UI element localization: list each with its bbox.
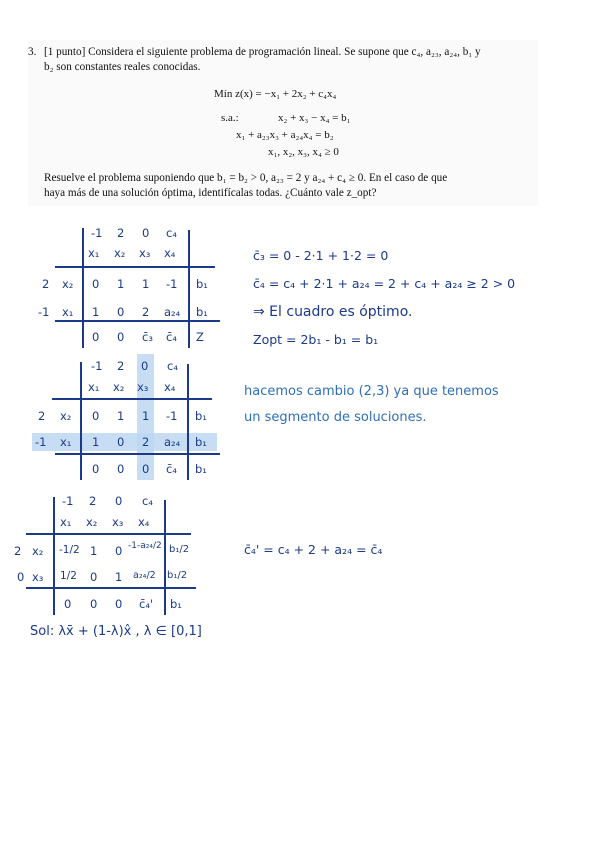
note-c3: c̄₃ = 0 - 2·1 + 1·2 = 0 bbox=[253, 248, 389, 263]
problem-line-4: haya más de una solución óptima, identifícalas todas. ¿Cuánto vale z_opt? bbox=[44, 187, 377, 199]
row1-var: x₂ bbox=[32, 544, 44, 558]
row2-v1: 1 bbox=[92, 435, 100, 449]
header-x4: x₄ bbox=[164, 246, 176, 260]
cost-3: 0 bbox=[142, 226, 150, 240]
row2-rhs: b₁/2 bbox=[167, 570, 188, 581]
cost-1: -1 bbox=[91, 226, 103, 240]
row2-v4: a₂₄/2 bbox=[133, 570, 156, 581]
row1-v1: -1/2 bbox=[59, 544, 80, 556]
row1-v2: 1 bbox=[117, 409, 125, 423]
row1-v4: -1 bbox=[166, 409, 178, 423]
solution-line: Sol: λx̄ + (1-λ)x̂ , λ ∈ [0,1] bbox=[30, 624, 202, 639]
row2-v3: 2 bbox=[142, 305, 150, 319]
problem-number: 3. bbox=[28, 46, 37, 58]
cost-3: 0 bbox=[141, 359, 149, 373]
tableau-2-hline-bottom bbox=[55, 453, 220, 455]
row2-v3: 1 bbox=[115, 570, 123, 584]
row1-cb: 2 bbox=[42, 277, 50, 291]
cost-4: c₄ bbox=[166, 226, 177, 240]
row2-v4: a₂₄ bbox=[164, 305, 181, 319]
header-x3: x₃ bbox=[112, 515, 124, 529]
row2-cb: -1 bbox=[38, 305, 50, 319]
tableau-1-hline-bottom bbox=[55, 320, 220, 322]
row2-v3: 2 bbox=[142, 435, 150, 449]
row2-var: x₁ bbox=[62, 305, 74, 319]
reduced-4: c̄₄' bbox=[139, 597, 154, 611]
row2-var: x₁ bbox=[60, 435, 72, 449]
cost-1: -1 bbox=[62, 494, 74, 508]
reduced-1: 0 bbox=[92, 462, 100, 476]
row1-v1: 0 bbox=[92, 409, 100, 423]
header-x2: x₂ bbox=[113, 380, 125, 394]
reduced-2: 0 bbox=[90, 597, 98, 611]
cost-4: c₄ bbox=[142, 494, 153, 508]
tableau-1-vline-right bbox=[188, 230, 190, 348]
constraint-3: x₁, x₂, x₃, x₄ ≥ 0 bbox=[268, 146, 339, 158]
row1-v3: 0 bbox=[115, 544, 123, 558]
row2-v1: 1 bbox=[92, 305, 100, 319]
row1-var: x₂ bbox=[62, 277, 74, 291]
tableau-2-vline-right bbox=[187, 364, 189, 480]
row1-var: x₂ bbox=[60, 409, 72, 423]
tableau-1-vline-left bbox=[82, 228, 84, 348]
row2-var: x₃ bbox=[32, 570, 44, 584]
cost-2: 2 bbox=[89, 494, 97, 508]
tableau-3-hline-top bbox=[26, 533, 191, 535]
reduced-3: c̄₃ bbox=[142, 330, 153, 344]
note-change-basis: hacemos cambio (2,3) ya que tenemos bbox=[244, 384, 499, 399]
z-value: Z bbox=[196, 330, 204, 344]
header-x3: x₃ bbox=[139, 246, 151, 260]
reduced-2: 0 bbox=[117, 462, 125, 476]
row2-v2: 0 bbox=[117, 435, 125, 449]
note-c4-prime: c̄₄' = c₄ + 2 + a₂₄ = c̄₄ bbox=[244, 542, 383, 557]
row2-rhs: b₁ bbox=[195, 435, 207, 449]
row2-v2: 0 bbox=[117, 305, 125, 319]
problem-line-2: b₂ son constantes reales conocidas. bbox=[44, 61, 201, 73]
reduced-1: 0 bbox=[64, 597, 72, 611]
row1-cb: 2 bbox=[38, 409, 46, 423]
tableau-1-hline-top bbox=[55, 266, 215, 268]
header-x2: x₂ bbox=[86, 515, 98, 529]
tableau-2-vline-left bbox=[80, 362, 82, 480]
cost-3: 0 bbox=[115, 494, 123, 508]
row1-v2: 1 bbox=[90, 544, 98, 558]
problem-line-3: Resuelve el problema suponiendo que b₁ = b₂ > 0, a₂₃ = 2 y a₂₄ + c₄ ≥ 0. En el caso de que bbox=[44, 172, 448, 184]
header-x1: x₁ bbox=[60, 515, 72, 529]
note-c4: c̄₄ = c₄ + 2·1 + a₂₄ = 2 + c₄ + a₂₄ ≥ 2 > 0 bbox=[253, 276, 516, 291]
row1-rhs: b₁ bbox=[195, 409, 207, 423]
reduced-3: 0 bbox=[142, 462, 150, 476]
sa-label: s.a.: bbox=[221, 112, 239, 124]
row2-v1: 1/2 bbox=[60, 570, 77, 582]
row1-v4: -1-a₂₄/2 bbox=[128, 541, 162, 551]
note-zopt: Zopt = 2b₁ - b₁ = b₁ bbox=[253, 332, 379, 347]
problem-statement bbox=[28, 40, 538, 206]
tableau-3-vline-right bbox=[164, 500, 166, 615]
header-x1: x₁ bbox=[88, 246, 100, 260]
reduced-1: 0 bbox=[92, 330, 100, 344]
reduced-2: 0 bbox=[117, 330, 125, 344]
z-value: b₁ bbox=[170, 597, 182, 611]
row2-rhs: b₁ bbox=[196, 305, 208, 319]
row1-cb: 2 bbox=[14, 544, 22, 558]
z-value: b₁ bbox=[195, 462, 207, 476]
note-optimal: ⇒ El cuadro es óptimo. bbox=[253, 304, 413, 320]
row1-rhs: b₁ bbox=[196, 277, 208, 291]
header-x3: x₃ bbox=[137, 380, 149, 394]
reduced-4: c̄₄ bbox=[166, 330, 177, 344]
constraint-2: x₁ + a₂₃x₃ + a₂₄x₄ = b₂ bbox=[236, 129, 334, 141]
row1-v1: 0 bbox=[92, 277, 100, 291]
reduced-4: c̄₄ bbox=[166, 462, 177, 476]
tableau-3-hline-bottom bbox=[26, 587, 196, 589]
cost-4: c₄ bbox=[167, 359, 178, 373]
header-x4: x₄ bbox=[164, 380, 176, 394]
objective-function: Mín z(x) = −x₁ + 2x₂ + c₄x₄ bbox=[214, 88, 337, 100]
row1-rhs: b₁/2 bbox=[169, 544, 190, 555]
header-x2: x₂ bbox=[114, 246, 126, 260]
tableau-3-vline-left bbox=[53, 497, 55, 615]
row2-cb: 0 bbox=[17, 570, 25, 584]
row1-v3: 1 bbox=[142, 409, 150, 423]
row1-v2: 1 bbox=[117, 277, 125, 291]
problem-line-1: [1 punto] Considera el siguiente problema de programación lineal. Se supone que c₄, a₂₃, a₂₄, b₁ y bbox=[44, 46, 481, 58]
constraint-1: x₂ + x₃ − x₄ = b₁ bbox=[278, 112, 351, 124]
tableau-2-hline-top bbox=[52, 398, 212, 400]
note-segment: un segmento de soluciones. bbox=[244, 410, 427, 425]
row2-cb: -1 bbox=[35, 435, 47, 449]
reduced-3: 0 bbox=[115, 597, 123, 611]
cost-1: -1 bbox=[91, 359, 103, 373]
row1-v4: -1 bbox=[166, 277, 178, 291]
row1-v3: 1 bbox=[142, 277, 150, 291]
header-x4: x₄ bbox=[138, 515, 150, 529]
row2-v2: 0 bbox=[90, 570, 98, 584]
row2-v4: a₂₄ bbox=[164, 435, 181, 449]
header-x1: x₁ bbox=[88, 380, 100, 394]
cost-2: 2 bbox=[117, 359, 125, 373]
cost-2: 2 bbox=[117, 226, 125, 240]
